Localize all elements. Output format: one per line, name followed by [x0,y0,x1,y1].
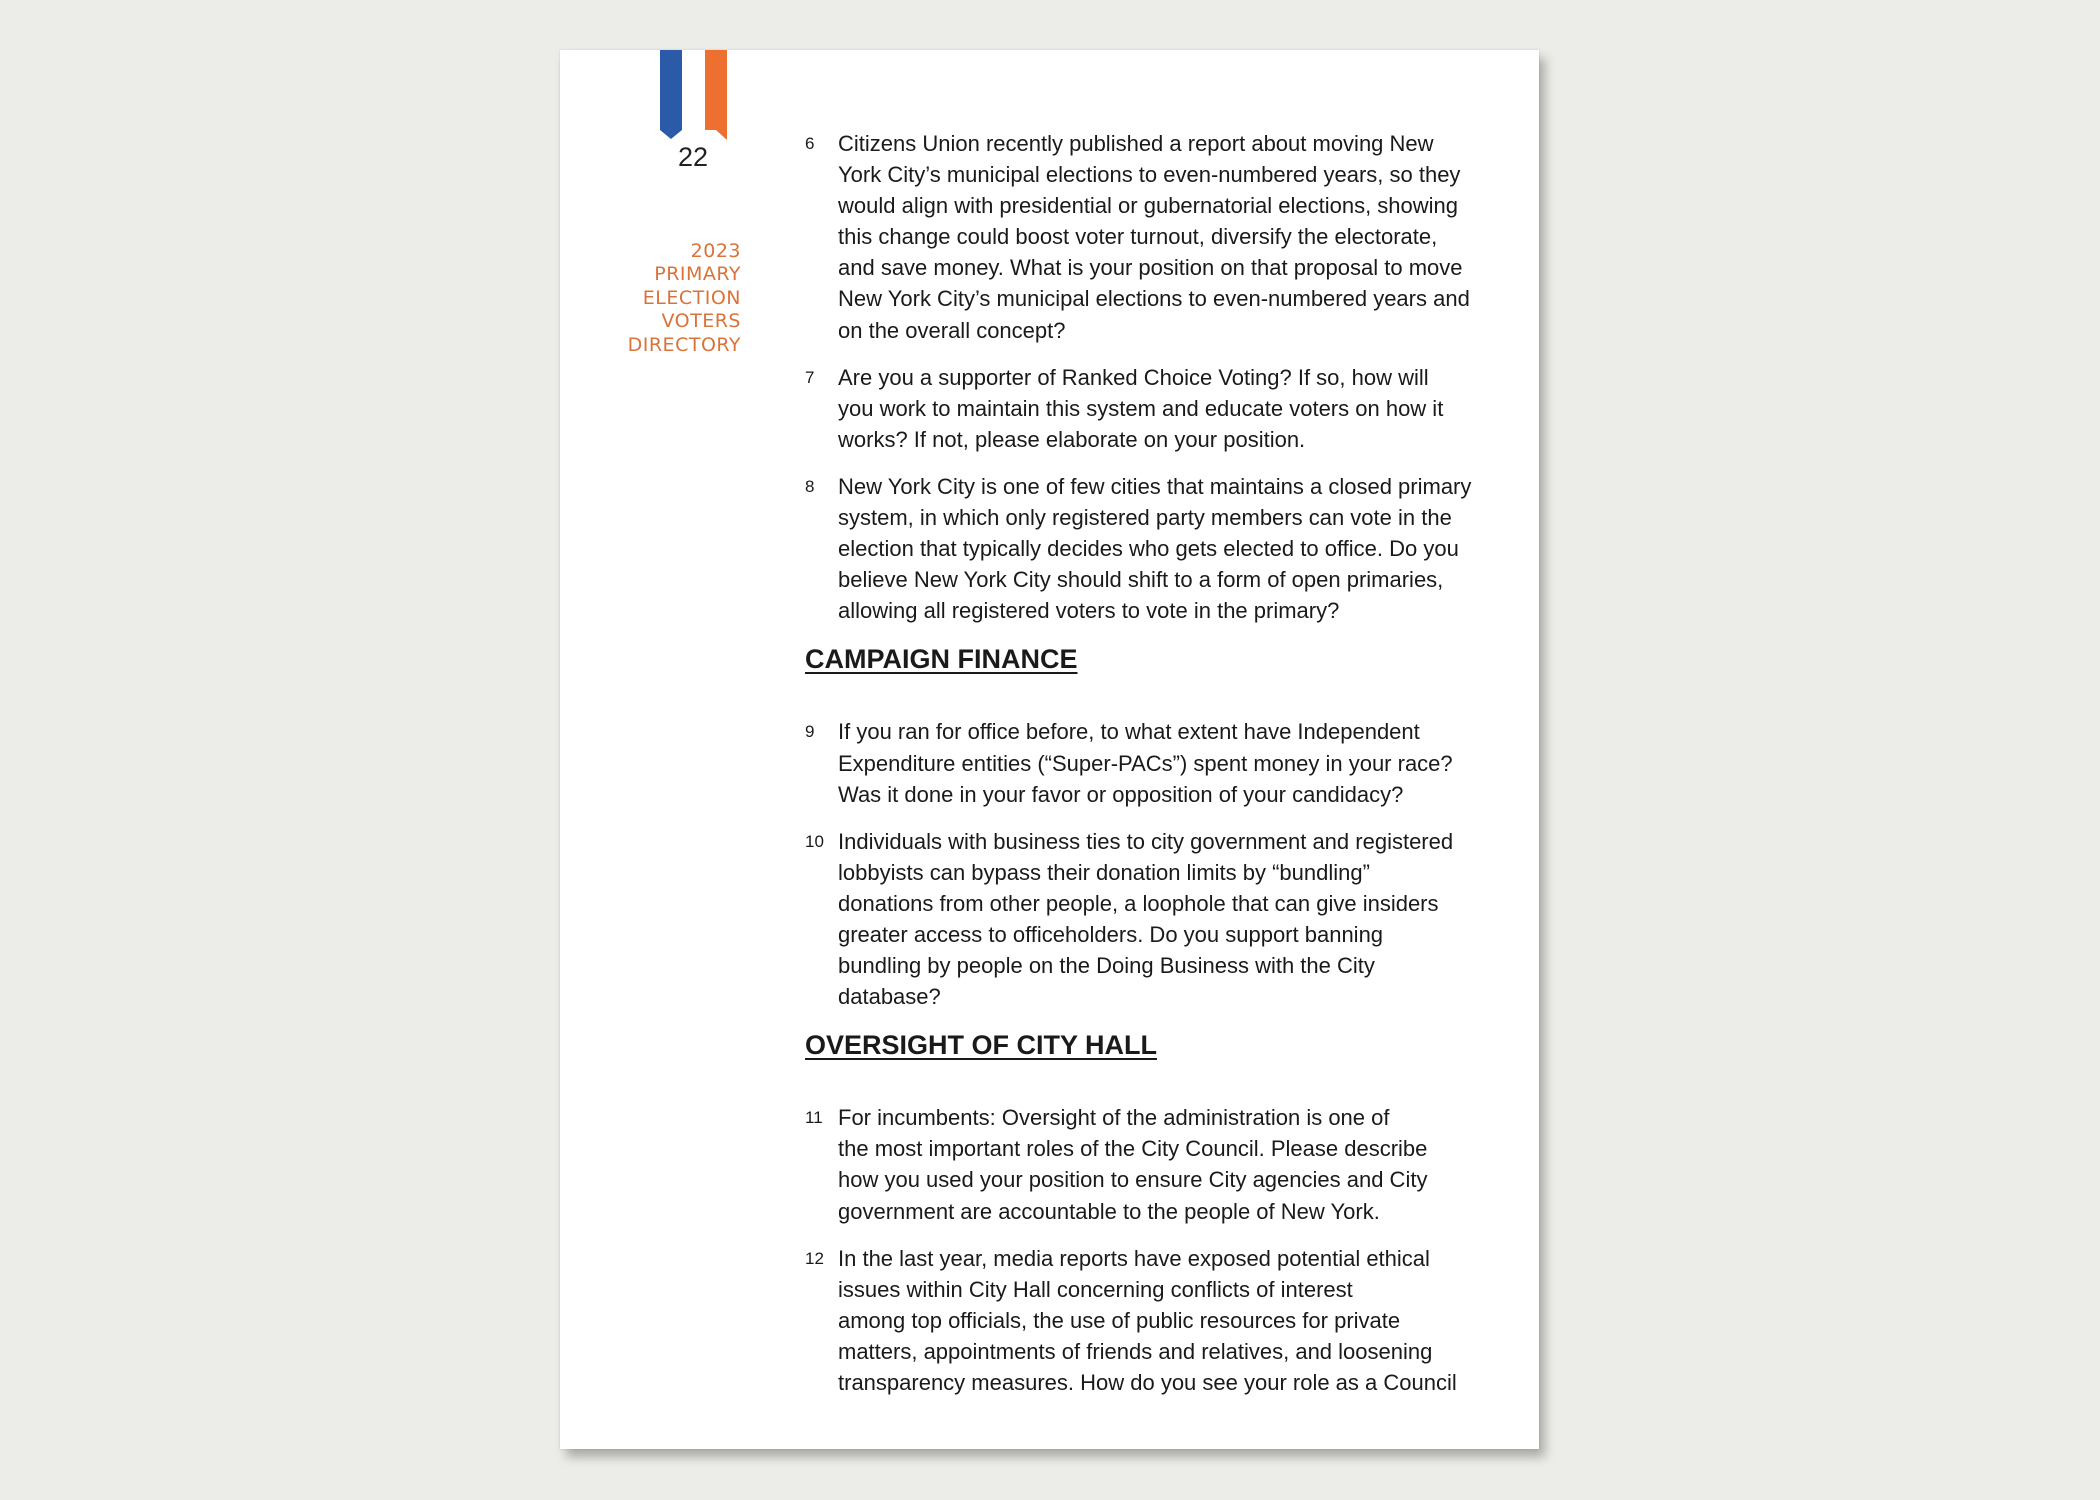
question-line: York City’s municipal elections to even-numbered years, so they [838,162,1461,188]
ribbon-white-strip [682,50,705,138]
question-line: election that typically decides who gets elected to office. Do you [838,536,1459,562]
question-line: database? [838,984,941,1010]
question-line: among top officials, the use of public resources for private [838,1307,1401,1333]
question-item [805,471,1525,626]
question-line: you work to maintain this system and educate voters on how it [838,395,1444,421]
question-line: would align with presidential or gubernatorial elections, showing [838,193,1459,219]
question-number: 10 [805,831,824,851]
section-heading-campaign-finance: CAMPAIGN FINANCE [805,644,1078,675]
question-line: New York City is one of few cities that maintains a closed primary [838,473,1472,499]
question-item [805,128,1525,346]
question-line: New York City’s municipal elections to even-numbered years and [838,286,1470,312]
question-item [805,1243,1525,1398]
document-page [560,50,1539,1449]
ribbon-bookmark [660,50,727,140]
question-line: believe New York City should shift to a form of open primaries, [838,567,1444,593]
directory-label-line: DIRECTORY [627,333,741,356]
question-number: 7 [805,367,815,387]
question-line: allowing all registered voters to vote in the primary? [838,598,1340,624]
question-line: matters, appointments of friends and relatives, and loosening [838,1338,1433,1364]
question-line: If you ran for office before, to what extent have Independent [838,719,1420,745]
ribbon-blue-strip [660,50,682,139]
directory-label-line: ELECTION [642,286,741,309]
question-line: In the last year, media reports have exposed potential ethical [838,1245,1430,1271]
question-item [805,716,1525,809]
question-line: Are you a supporter of Ranked Choice Voting? If so, how will [838,364,1429,390]
question-line: Expenditure entities (“Super-PACs”) spent money in your race? [838,750,1453,776]
directory-label-line: VOTERS [661,310,741,333]
question-line: on the overall concept? [838,317,1066,343]
question-line: Individuals with business ties to city government and registered [838,828,1454,854]
question-line: lobbyists can bypass their donation limits by “bundling” [838,859,1370,885]
question-line: government are accountable to the people of New York. [838,1198,1380,1224]
page-number: 22 [677,142,709,172]
question-item [805,1102,1525,1226]
question-line: and save money. What is your position on that proposal to move [838,255,1463,281]
question-number: 9 [805,722,815,742]
question-line: this change could boost voter turnout, diversify the electorate, [838,224,1438,250]
directory-label [591,240,741,357]
question-line: Citizens Union recently published a report about moving New [838,131,1434,156]
question-line: works? If not, please elaborate on your position. [838,426,1306,452]
question-line: how you used your position to ensure City agencies and City [838,1167,1428,1193]
directory-label-line: 2023 [690,240,741,262]
question-line: donations from other people, a loophole that can give insiders [838,890,1439,916]
question-number: 12 [805,1248,824,1268]
question-line: system, in which only registered party members can vote in the [838,505,1452,531]
questions-content [805,128,1525,1414]
question-line: the most important roles of the City Council. Please describe [838,1136,1428,1162]
question-line: For incumbents: Oversight of the administration is one of [838,1105,1390,1131]
question-line: bundling by people on the Doing Business with the City [838,953,1375,979]
section-heading-oversight: OVERSIGHT OF CITY HALL [805,1030,1158,1061]
question-number: 8 [805,476,815,496]
question-line: issues within City Hall concerning conflicts of interest [838,1276,1353,1302]
question-item [805,362,1525,455]
question-number: 6 [805,134,815,153]
ribbon-orange-strip [705,50,727,140]
question-line: transparency measures. How do you see your role as a Council [838,1370,1457,1395]
question-number: 11 [805,1108,823,1128]
question-line: greater access to officeholders. Do you support banning [838,921,1384,947]
directory-label-line: PRIMARY [654,263,741,286]
question-item [805,826,1525,1013]
question-line: Was it done in your favor or opposition of your candidacy? [838,781,1404,807]
